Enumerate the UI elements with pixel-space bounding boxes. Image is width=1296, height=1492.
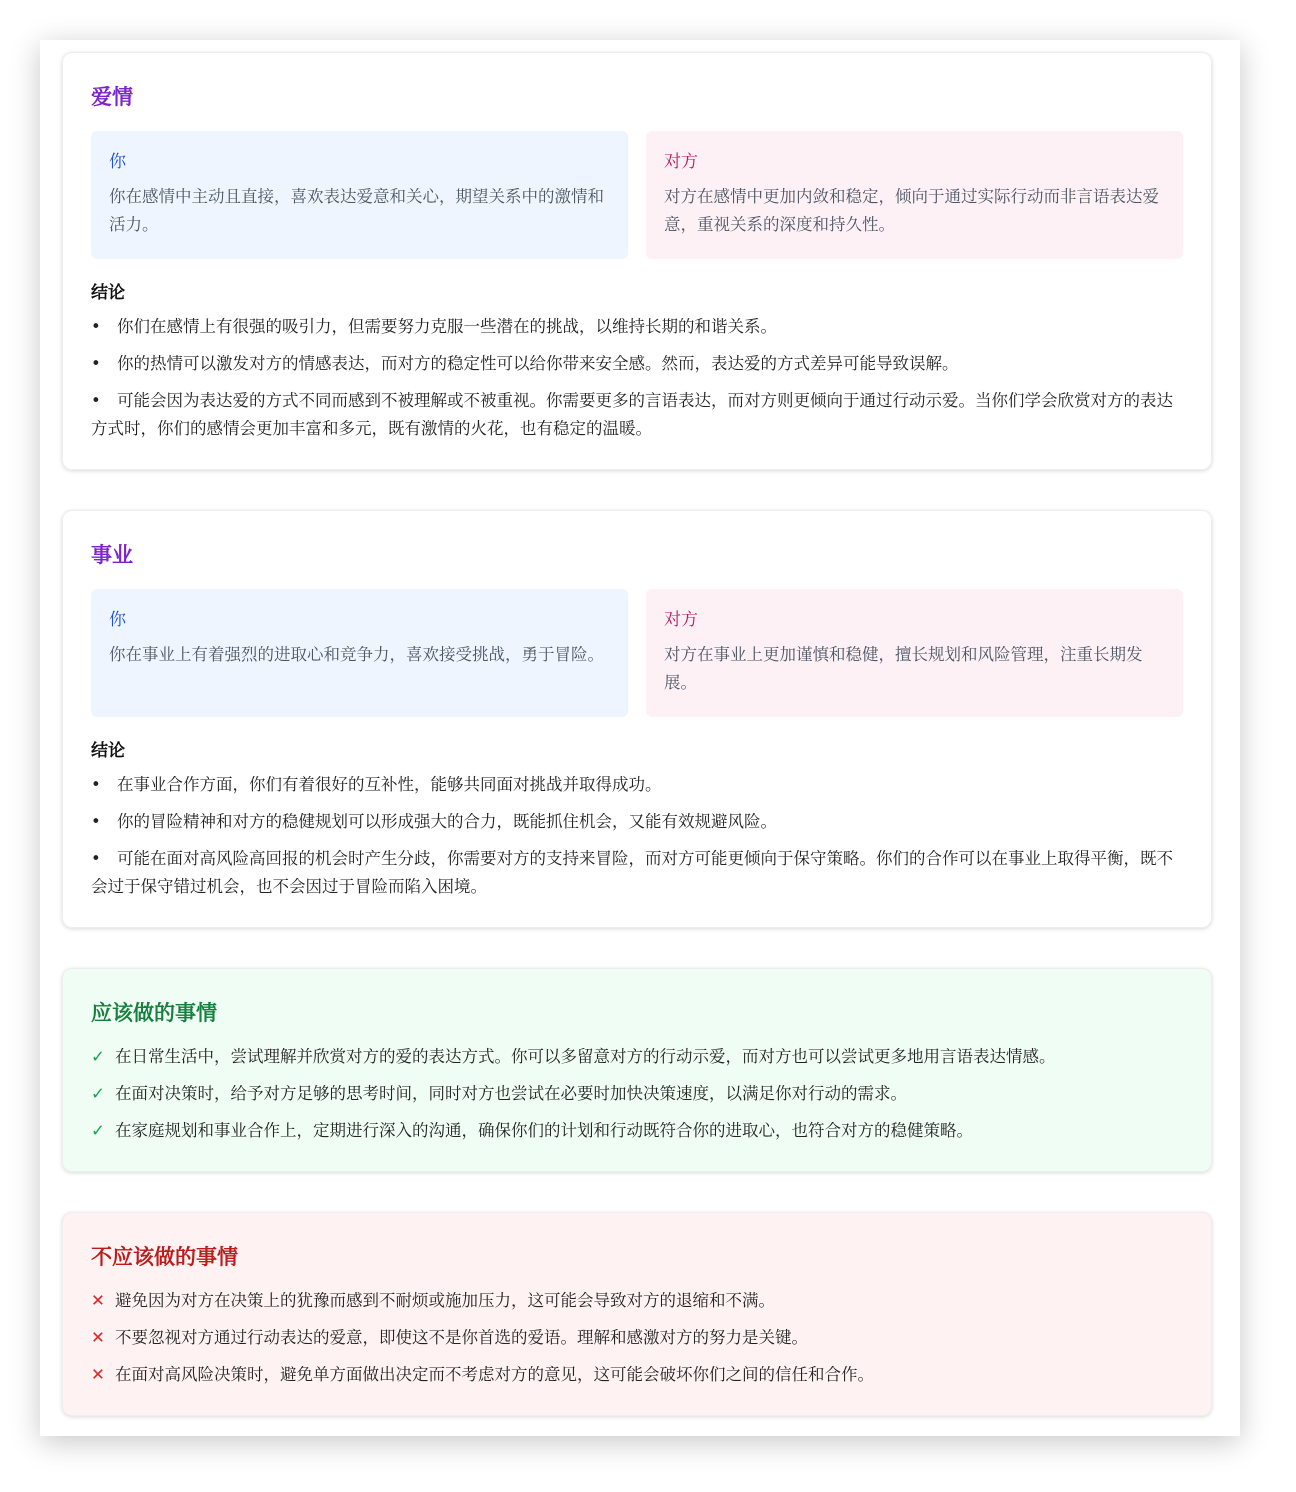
list-item-text: 在面对高风险决策时，避免单方面做出决定而不考虑对方的意见，这可能会破坏你们之间的信任和合作。 <box>115 1365 874 1384</box>
bullet-icon: • <box>91 391 101 410</box>
list-item-text: 不要忽视对方通过行动表达的爱意，即使这不是你首选的爱语。理解和感激对方的努力是关键。 <box>115 1328 808 1347</box>
other-text: 对方在事业上更加谨慎和稳健，擅长规划和风险管理，注重长期发展。 <box>664 645 1143 692</box>
bullet-icon: • <box>91 354 101 373</box>
list-item <box>91 1117 1183 1145</box>
list-item <box>91 1324 1183 1352</box>
section-title: 应该做的事情 <box>91 1001 217 1025</box>
list-item-text: 在事业合作方面，你们有着很好的互补性，能够共同面对挑战并取得成功。 <box>117 775 662 794</box>
list-item-text: 在家庭规划和事业合作上，定期进行深入的沟通，确保你们的计划和行动既符合你的进取心，也符合对方的稳健策略。 <box>115 1121 973 1140</box>
list-item <box>91 1080 1183 1108</box>
check-icon: ✓ <box>91 1084 105 1103</box>
love-section <box>62 52 1212 470</box>
you-text: 你在事业上有着强烈的进取心和竞争力，喜欢接受挑战，勇于冒险。 <box>109 645 604 664</box>
list-item <box>91 313 1183 341</box>
list-item-text: 你的热情可以激发对方的情感表达，而对方的稳定性可以给你带来安全感。然而，表达爱的方式差异可能导致误解。 <box>117 354 959 373</box>
list-item-text: 避免因为对方在决策上的犹豫而感到不耐烦或施加压力，这可能会导致对方的退缩和不满。 <box>115 1291 775 1310</box>
you-text: 你在感情中主动且直接，喜欢表达爱意和关心，期望关系中的激情和活力。 <box>109 187 604 234</box>
list-item <box>91 1043 1183 1071</box>
you-box <box>91 589 628 717</box>
conclusion-list <box>91 313 1183 443</box>
bullet-icon: • <box>91 849 101 868</box>
cross-icon: ✕ <box>91 1291 105 1310</box>
check-icon: ✓ <box>91 1121 105 1140</box>
report-panel <box>40 40 1240 1436</box>
conclusion-heading: 结论 <box>91 283 125 303</box>
dos-section <box>62 968 1212 1172</box>
list-item-text: 在日常生活中，尝试理解并欣赏对方的爱的表达方式。你可以多留意对方的行动示爱，而对方也可以尝试更多地用言语表达情感。 <box>115 1047 1056 1066</box>
list-item <box>91 350 1183 378</box>
section-title: 不应该做的事情 <box>91 1245 238 1269</box>
list-item <box>91 387 1183 443</box>
conclusion-list <box>91 771 1183 901</box>
other-label: 对方 <box>664 152 698 172</box>
you-label: 你 <box>109 610 126 630</box>
other-box <box>646 589 1183 717</box>
cross-icon: ✕ <box>91 1365 105 1384</box>
bullet-icon: • <box>91 317 101 336</box>
bullet-icon: • <box>91 775 101 794</box>
section-title: 爱情 <box>91 85 133 109</box>
list-item <box>91 1361 1183 1389</box>
other-label: 对方 <box>664 610 698 630</box>
other-box <box>646 131 1183 259</box>
career-section <box>62 510 1212 928</box>
section-title: 事业 <box>91 543 133 567</box>
other-text: 对方在感情中更加内敛和稳定，倾向于通过实际行动而非言语表达爱意，重视关系的深度和持久性。 <box>664 187 1159 234</box>
donts-section <box>62 1212 1212 1416</box>
list-item <box>91 808 1183 836</box>
cross-icon: ✕ <box>91 1328 105 1347</box>
list-item-text: 你的冒险精神和对方的稳健规划可以形成强大的合力，既能抓住机会，又能有效规避风险。 <box>117 812 777 831</box>
list-item-text: 可能在面对高风险高回报的机会时产生分歧，你需要对方的支持来冒险，而对方可能更倾向于保守策略。你们的合作可以在事业上取得平衡，既不会过于保守错过机会，也不会因过于冒险而陷入困境。 <box>91 849 1173 896</box>
you-box <box>91 131 628 259</box>
list-item-text: 你们在感情上有很强的吸引力，但需要努力克服一些潜在的挑战，以维持长期的和谐关系。 <box>117 317 777 336</box>
you-label: 你 <box>109 152 126 172</box>
conclusion-heading: 结论 <box>91 741 125 761</box>
list-item-text: 可能会因为表达爱的方式不同而感到不被理解或不被重视。你需要更多的言语表达，而对方则更倾向于通过行动示爱。当你们学会欣赏对方的表达方式时，你们的感情会更加丰富和多元，既有激情的火花，也有稳定的温暖。 <box>91 391 1173 438</box>
bullet-icon: • <box>91 812 101 831</box>
check-icon: ✓ <box>91 1047 105 1066</box>
list-item <box>91 1287 1183 1315</box>
list-item <box>91 845 1183 901</box>
list-item-text: 在面对决策时，给予对方足够的思考时间，同时对方也尝试在必要时加快决策速度，以满足你对行动的需求。 <box>115 1084 907 1103</box>
list-item <box>91 771 1183 799</box>
